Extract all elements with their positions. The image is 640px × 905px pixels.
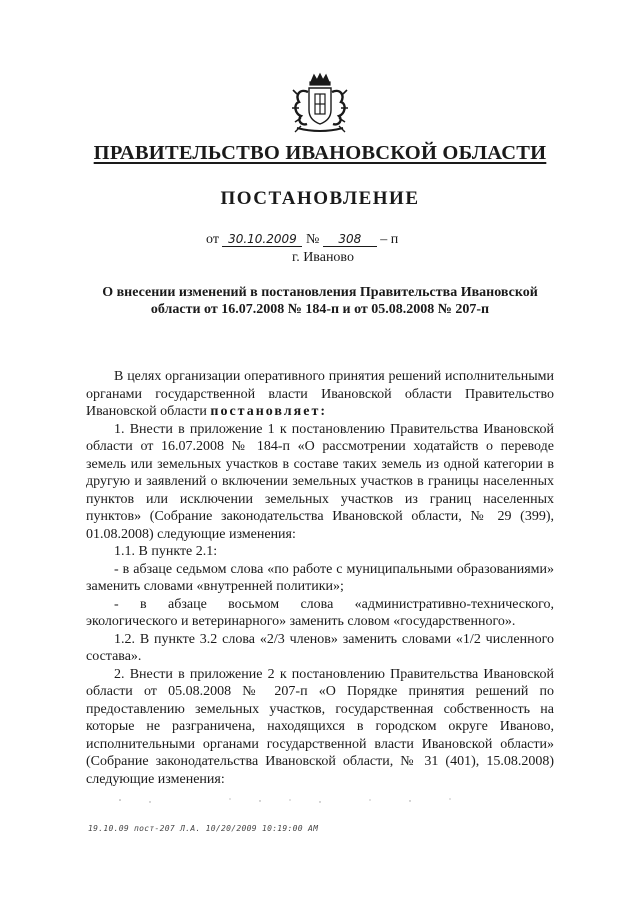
date-number-line [206,232,398,248]
number-suffix: – п [380,232,399,247]
paragraph-2: 2. Внести в приложение 2 к постановлению Правительства Ивановской области от 05.08.2008 № 207-п «О Порядке принятия решений по предоставлению земельных участков, государственная собственность на которые не разграничена, находящихся в городском округе Иваново, исполнительными органами государственной власти Ивановской области» (Собрание законодательства Ивановской области, № 31 (401), 15.08.2008) следующие изменения: [86,666,554,787]
scan-noise [110,790,530,810]
date-value: 30.10.2009 [222,232,302,247]
coat-of-arms-emblem [287,72,353,134]
intro-decree-word: постановляет: [210,404,327,419]
number-prefix: № [305,232,320,247]
city: г. Иваново [292,250,354,265]
paragraph-1-1-a: - в абзаце седьмом слова «по работе с муниципальными образованиями» заменить словами «внутренней политики»; [86,561,554,594]
organization-title: ПРАВИТЕЛЬСТВО ИВАНОВСКОЙ ОБЛАСТИ [93,142,547,164]
document-subject: О внесении изменений в постановления Правительства Ивановской области от 16.07.2008 № 184-п и от 05.08.2008 № 207-п [102,285,538,317]
document-type: ПОСТАНОВЛЕНИЕ [220,188,420,209]
intro-text: В целях организации оперативного принятия решений исполнительными органами государственной власти Ивановской области Правительство Ивановской области [86,369,554,419]
footer-stamp: 19.10.09 пост-207 Л.А. 10/20/2009 10:19:00 AM [88,824,319,833]
document-body [86,368,554,788]
paragraph-1-1-b: - в абзаце восьмом слова «административно-технического, экологического и ветеринарного» заменить словом «государственного». [86,596,554,629]
paragraph-1-2: 1.2. В пункте 3.2 слова «2/3 членов» заменить словами «1/2 численного состава». [86,631,554,664]
paragraph-1-1: 1.1. В пункте 2.1: [114,544,218,559]
date-prefix: от [206,232,219,247]
number-value: 308 [323,232,377,247]
intro-paragraph [86,368,554,421]
paragraph-1: 1. Внести в приложение 1 к постановлению Правительства Ивановской области от 16.07.2008 № 184-п «О рассмотрении ходатайств о переводе земель или земельных участков в составе таких земель из одной категории в другую и заявлений о включении земельных участков в границы населенных пунктов или исключении земельных участков из границ населенных пунктов» (Собрание законодательства Ивановской области, № 29 (399), 01.08.2008) следующие изменения: [86,421,554,542]
